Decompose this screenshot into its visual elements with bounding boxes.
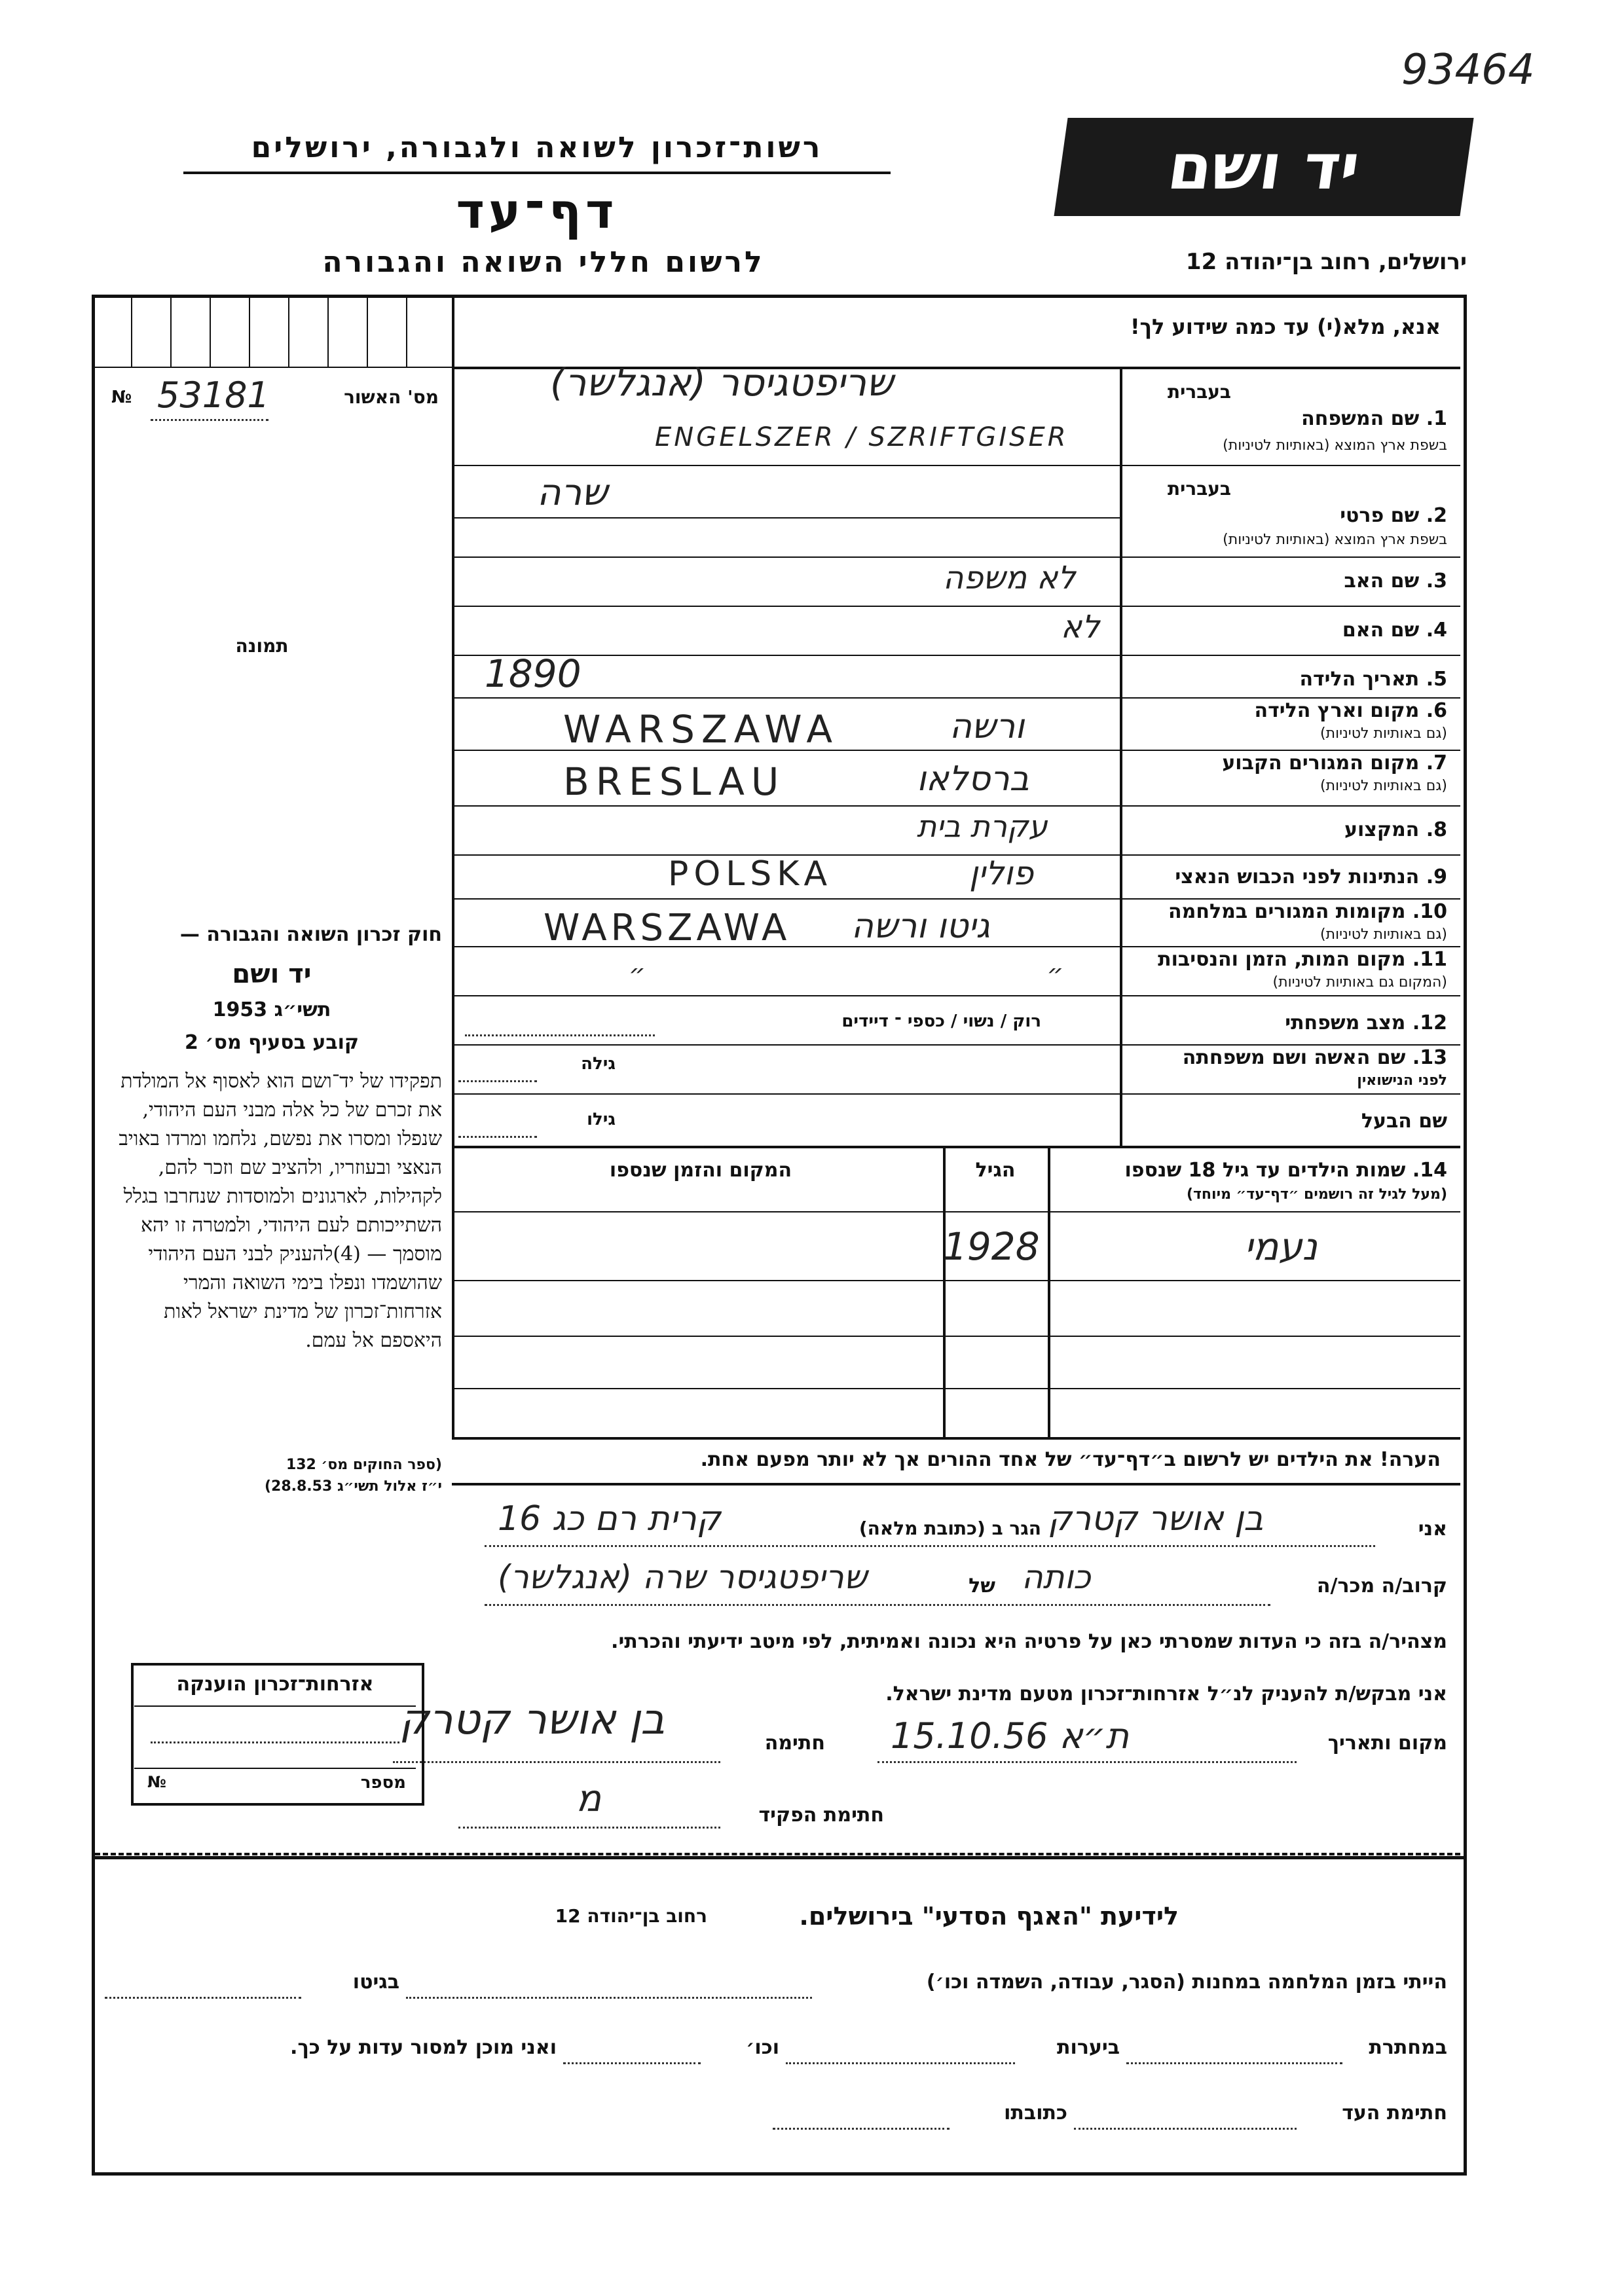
field-6-label: 6. מקום וארץ הלידה [1254,699,1447,722]
decl-request: אני מבקש/ת להעניק לנ״ל אזרחות־זכרון מטעם מדינת ישראל. [885,1683,1447,1705]
field-13-age-line [458,1080,537,1082]
officer-signature-value[interactable]: מ [576,1777,602,1820]
law-source-date: י״ז אלול תשי״ג 28.8.53) [264,1478,442,1495]
field-9-latin-value[interactable]: POLSKA [668,854,833,894]
field-4-value[interactable]: לא [1061,609,1100,646]
field-12-line [465,1034,655,1036]
bottom-address-blank [773,2128,950,2130]
note-top-line [452,1437,1460,1440]
row-line [452,465,1460,466]
law-title: חוק זכרון השואה והגבורה — [179,923,442,946]
field-7-label: 7. מקום המגורים הקבוע [1222,752,1447,774]
row-line [452,1093,1460,1095]
bottom-etc-label: וכו׳ [746,2036,779,2059]
decl-address-label: הגר ב (כתובת מלאה) [858,1518,1041,1539]
field-14-label: 14. שמות הילדים עד גיל 18 שנספו [1124,1159,1447,1182]
law-source: (ספר החוקים מס׳ 132 [286,1457,442,1473]
tear-off-line [95,1853,1460,1855]
signature-value[interactable]: בן אושר קטרק [399,1696,665,1744]
law-name: יד ושם [232,959,312,989]
field-8-label: 8. המקצוע [1344,818,1447,841]
place-date-line [877,1761,1297,1763]
signature-label: חתימה [764,1732,825,1755]
note-bottom-line [452,1483,1460,1485]
decl-statement: מצהיר/ה בזה כי העדות שמסרתי כאן על פרטיה היא נכונה ואמיתית, לפי מיטב ידיעתי והכרתי. [611,1630,1447,1653]
section-line [452,1146,1460,1148]
field-4-label: 4. שם האם [1342,619,1447,642]
approval-number-value[interactable]: 53181 [157,374,270,416]
decl-i-label: אני [1418,1518,1447,1540]
row-line [452,805,1460,807]
top-box-divider [406,298,407,367]
field-1-sublabel: בשפת ארץ המוצא (באותיות לטיניות) [1223,437,1447,454]
approval-number-label: מס' האשור [344,386,439,408]
decl-relation-value[interactable]: כותה [1022,1558,1091,1596]
husband-age-label: גילו [587,1110,616,1129]
bottom-etc-blank [563,2062,701,2064]
field-2-label: 2. שם פרטי [1340,504,1447,527]
declarant-address[interactable]: קרית רם כג 16 [498,1499,721,1539]
header-address: ירושלים, רחוב בן־יהודה 12 [1185,249,1467,275]
page-title: דף־עד [456,183,618,240]
bottom-camps-line: הייתי בזמן המלחמה במחנות (הסגר, עבודה, השמדה וכו׳) [926,1971,1447,1994]
field-13-sublabel: לפני הנישואין [1357,1072,1447,1089]
field-1-tag: בעברית [1167,381,1231,403]
approval-number-line [151,419,268,421]
decl-line-2 [485,1604,1270,1606]
field-7-hebrew-value[interactable]: ברסלאו [917,759,1029,799]
field-6-latin-value[interactable]: WARSZAWA [563,707,840,752]
top-box-divider [170,298,172,367]
bottom-address-label: כתובתו [1004,2102,1067,2124]
field-1-label: 1. שם המשפחה [1301,407,1447,430]
top-box-divider [210,298,211,367]
field-1-latin-value[interactable]: ENGELSZER / SZRIFTGISER [655,422,1069,452]
organization-name: רשות־זכרון לשואה ולגבורה, ירושלים [251,131,823,164]
officer-signature-label: חתימת הפקיד [758,1804,884,1827]
children-col-divider [943,1146,946,1437]
field-5-value[interactable]: 1890 [485,651,581,696]
bottom-underground-label: במחתרת [1369,2036,1447,2059]
decl-line-1 [485,1545,1375,1547]
field-5-label: 5. תאריך הלידה [1299,668,1447,691]
field-10-latin-value[interactable]: WARSZAWA [544,907,791,949]
field-11-label: 11. מקום המות, הזמן והנסיבות [1158,948,1447,971]
field-9-hebrew-value[interactable]: פולין [969,854,1034,892]
field-10-sublabel: (גם באותיות לטיניות) [1320,926,1447,943]
children-row-line [452,1388,1460,1389]
bottom-forests-blank [786,2062,1015,2064]
field-13-age-label: גילה [581,1054,616,1074]
field-2-value[interactable]: שרה [537,471,608,514]
field-2-sublabel: בשפת ארץ המוצא (באותיות לטיניות) [1223,532,1447,548]
note-text: הערה! את הילדים יש לרשום ב״דף־עד״ של אחד ההורים אך לא יותר מפעם אחת. [700,1448,1441,1471]
children-age-header: הגיל [975,1159,1016,1182]
stamp-title-line [134,1705,416,1707]
field-11-sublabel: (המקום גם באותיות לטיניות) [1272,974,1447,991]
field-3-label: 3. שם האב [1344,570,1447,592]
document-serial-number: 93464 [1401,46,1535,94]
decl-relative-name[interactable]: שריפטגיסר שרה (אנגלשר) [498,1558,868,1596]
field-3-value[interactable]: לא משפה [943,560,1076,596]
bottom-ready-to-testify: ואני מוכן למסור עדות על כך. [290,2036,557,2059]
stamp-number-line [134,1768,416,1769]
decl-relation-label: קרוב/ה מכר/ה [1316,1575,1447,1597]
row-line [452,556,1460,558]
field-12-label: 12. מצב משפחתי [1285,1011,1447,1034]
place-date-label: מקום ותאריך [1327,1732,1447,1755]
approval-number-mark: № [111,388,132,407]
law-clause: קובע בסעיף מס׳ 2 [184,1031,360,1054]
bottom-heading: לידיעת "האגף הסדעי" בירושלים. [799,1902,1179,1931]
field-14-sublabel: (מעל לגיל זה רושמים ״דף־עד״ מיוחד) [1186,1186,1447,1203]
bottom-heading-address: רחוב בן־יהודה 12 [555,1905,707,1927]
bottom-witness-signature-blank [1074,2128,1297,2130]
place-date-value[interactable]: ת״א 15.10.56 [891,1715,1130,1757]
bottom-witness-signature-label: חתימת העד [1342,2102,1447,2124]
signature-line [393,1761,720,1763]
field-8-value[interactable]: עקרת בית [917,809,1048,844]
top-box-divider [367,298,368,367]
field-10-label: 10. מקומות המגורים במלחמה [1168,900,1447,923]
field-2-tag: בעברית [1167,478,1231,500]
field-1-hebrew-value[interactable]: שריפטגיסר (אנגלשר) [550,360,894,405]
row-line [452,750,1460,751]
label-column-divider [1120,367,1122,1146]
row-line [452,995,1460,996]
children-place-header: המקום והזמן שנספו [609,1159,792,1182]
yad-vashem-logo: יד ושם [1054,118,1473,216]
bottom-forests-label: ביערות [1057,2036,1120,2059]
top-box-divider [327,298,329,367]
bottom-camps-blank [406,1997,812,1999]
top-box-line [95,367,452,368]
top-box-divider [131,298,132,367]
field-9-label: 9. הנתינות לפני הכבוש הנאצי [1175,866,1447,888]
children-row-line [452,1280,1460,1281]
row-line [452,946,1460,947]
page-subtitle: לרשום חללי השואה והגבורה [322,246,765,279]
officer-signature-line [458,1827,720,1829]
husband-label: שם הבעל [1361,1110,1447,1133]
law-body: תפקידו של יד־ושם הוא לאסוף אל המולדת את זכרם של כל אלה מבני העם היהודי, שנפלו ומסרו את נפשם, נלחמו ומרדו באויב הנאצי ובעוזריו, ולהציב שם וזכר להם, לקהילות, לארגונים ולמוסדות שנחרבו בגלל השתייכותם לעם היהודי, ולמטרה זו יהא מוסמך — (4)להעניק לבני העם היהודי שהושמדו ונפלו בימי השואה והמרי אזרחות־זכרון של מדינת ישראל לאות היאספם אל עמם. [119,1070,442,1352]
stamp-number-mark: № [147,1773,166,1791]
stamp-dotted-line [151,1741,399,1743]
photo-label: תמונה [235,635,289,657]
row-line [452,898,1460,900]
stamp-title: אזרחות־זכרון הוענקה [176,1673,374,1696]
row-line [452,697,1460,699]
field-7-latin-value[interactable]: BRESLAU [563,759,786,804]
field-6-hebrew-value[interactable]: ורשה [950,707,1025,746]
row-line [452,606,1460,607]
law-year: תשי״ג 1953 [212,998,331,1021]
children-col-divider [1048,1146,1050,1437]
child-1-year[interactable]: 1928 [943,1224,1040,1269]
field-10-hebrew-value[interactable]: גיטו ורשה [851,907,990,946]
row-line [452,1044,1460,1046]
org-underline [183,172,891,174]
child-1-name[interactable]: נעמי [1244,1224,1318,1269]
children-row-line [452,1336,1460,1337]
bottom-ghetto-label: בגיטו [352,1971,399,1994]
bottom-ghetto-blank [105,1997,301,1999]
field-6-sublabel: (גם באותיות לטיניות) [1320,725,1447,742]
field-7-sublabel: (גם באותיות לטיניות) [1320,778,1447,794]
left-column-divider [452,298,454,1437]
husband-age-line [458,1136,537,1138]
row-line [452,655,1460,656]
stamp-number-label: מספר [360,1773,406,1793]
top-box-divider [249,298,250,367]
row-line [452,517,1120,519]
top-box-divider [288,298,289,367]
decl-of-label: של [969,1575,995,1597]
row-line [452,854,1460,856]
declarant-name[interactable]: בן אושר קטרק [1048,1499,1264,1539]
field-12-options[interactable]: רוק / נשוי / כספי ־ דיידים [841,1011,1041,1031]
intro-text: אנא, מלא(י) עד כמה שידוע לך! [1130,314,1441,339]
bottom-underground-blank [1126,2062,1342,2064]
field-13-label: 13. שם האשה ושם משפחתה [1182,1046,1447,1069]
field-11-value[interactable]: ״ ״ [629,959,1261,989]
children-row-line [452,1211,1460,1212]
